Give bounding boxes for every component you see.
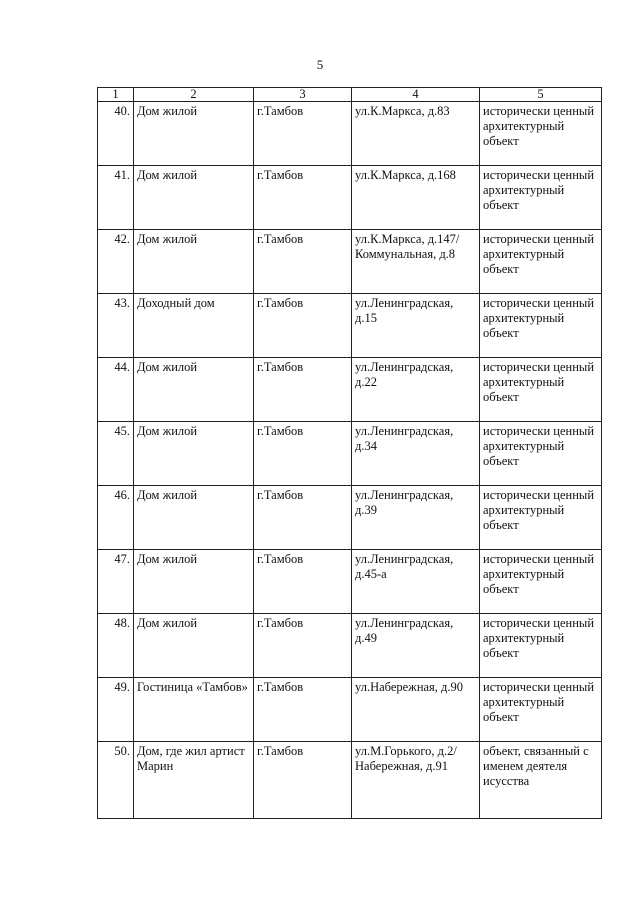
address-cell: ул.Ленинградская, д.49	[352, 614, 480, 678]
row-number-cell: 50.	[98, 742, 134, 819]
city-cell: г.Тамбов	[254, 486, 352, 550]
category-cell: исторически ценный архитектурный объект	[480, 102, 602, 166]
table-header-row	[98, 88, 602, 102]
city-cell: г.Тамбов	[254, 422, 352, 486]
object-name-cell: Дом жилой	[134, 550, 254, 614]
city-cell: г.Тамбов	[254, 294, 352, 358]
object-name-cell: Дом жилой	[134, 614, 254, 678]
category-cell: объект, связанный с именем деятеля исусства	[480, 742, 602, 819]
table-row	[98, 742, 602, 819]
address-cell: ул.К.Маркса, д.83	[352, 102, 480, 166]
object-name-cell: Дом жилой	[134, 230, 254, 294]
table-row	[98, 614, 602, 678]
objects-table	[97, 87, 602, 819]
category-cell: исторически ценный архитектурный объект	[480, 486, 602, 550]
city-cell: г.Тамбов	[254, 550, 352, 614]
table-row	[98, 166, 602, 230]
table-row	[98, 550, 602, 614]
address-cell: ул.Ленинградская, д.39	[352, 486, 480, 550]
object-name-cell: Дом жилой	[134, 102, 254, 166]
address-cell: ул.Ленинградская, д.22	[352, 358, 480, 422]
city-cell: г.Тамбов	[254, 230, 352, 294]
category-cell: исторически ценный архитектурный объект	[480, 358, 602, 422]
table-row	[98, 294, 602, 358]
row-number-cell: 47.	[98, 550, 134, 614]
category-cell: исторически ценный архитектурный объект	[480, 422, 602, 486]
table-row	[98, 422, 602, 486]
row-number-cell: 40.	[98, 102, 134, 166]
table-row	[98, 678, 602, 742]
table-row	[98, 102, 602, 166]
object-name-cell: Дом жилой	[134, 422, 254, 486]
object-name-cell: Доходный дом	[134, 294, 254, 358]
table-row	[98, 230, 602, 294]
row-number-cell: 42.	[98, 230, 134, 294]
header-cell-2: 2	[134, 88, 254, 102]
address-cell: ул.Ленинградская, д.45-а	[352, 550, 480, 614]
category-cell: исторически ценный архитектурный объект	[480, 678, 602, 742]
object-name-cell: Дом жилой	[134, 358, 254, 422]
address-cell: ул.Ленинградская, д.34	[352, 422, 480, 486]
header-cell-4: 4	[352, 88, 480, 102]
city-cell: г.Тамбов	[254, 614, 352, 678]
row-number-cell: 46.	[98, 486, 134, 550]
header-cell-3: 3	[254, 88, 352, 102]
row-number-cell: 49.	[98, 678, 134, 742]
city-cell: г.Тамбов	[254, 166, 352, 230]
page-number: 5	[316, 57, 324, 72]
header-cell-1: 1	[98, 88, 134, 102]
address-cell: ул.Набережная, д.90	[352, 678, 480, 742]
row-number-cell: 48.	[98, 614, 134, 678]
row-number-cell: 43.	[98, 294, 134, 358]
city-cell: г.Тамбов	[254, 742, 352, 819]
category-cell: исторически ценный архитектурный объект	[480, 294, 602, 358]
object-name-cell: Дом жилой	[134, 486, 254, 550]
object-name-cell: Гостиница «Тамбов»	[134, 678, 254, 742]
category-cell: исторически ценный архитектурный объект	[480, 230, 602, 294]
table-row	[98, 486, 602, 550]
city-cell: г.Тамбов	[254, 678, 352, 742]
address-cell: ул.М.Горького, д.2/ Набережная, д.91	[352, 742, 480, 819]
row-number-cell: 45.	[98, 422, 134, 486]
header-cell-5: 5	[480, 88, 602, 102]
address-cell: ул.К.Маркса, д.168	[352, 166, 480, 230]
city-cell: г.Тамбов	[254, 358, 352, 422]
row-number-cell: 44.	[98, 358, 134, 422]
city-cell: г.Тамбов	[254, 102, 352, 166]
object-name-cell: Дом жилой	[134, 166, 254, 230]
row-number-cell: 41.	[98, 166, 134, 230]
object-name-cell: Дом, где жил артист Марин	[134, 742, 254, 819]
address-cell: ул.Ленинградская, д.15	[352, 294, 480, 358]
address-cell: ул.К.Маркса, д.147/ Коммунальная, д.8	[352, 230, 480, 294]
category-cell: исторически ценный архитектурный объект	[480, 614, 602, 678]
category-cell: исторически ценный архитектурный объект	[480, 550, 602, 614]
table-row	[98, 358, 602, 422]
category-cell: исторически ценный архитектурный объект	[480, 166, 602, 230]
